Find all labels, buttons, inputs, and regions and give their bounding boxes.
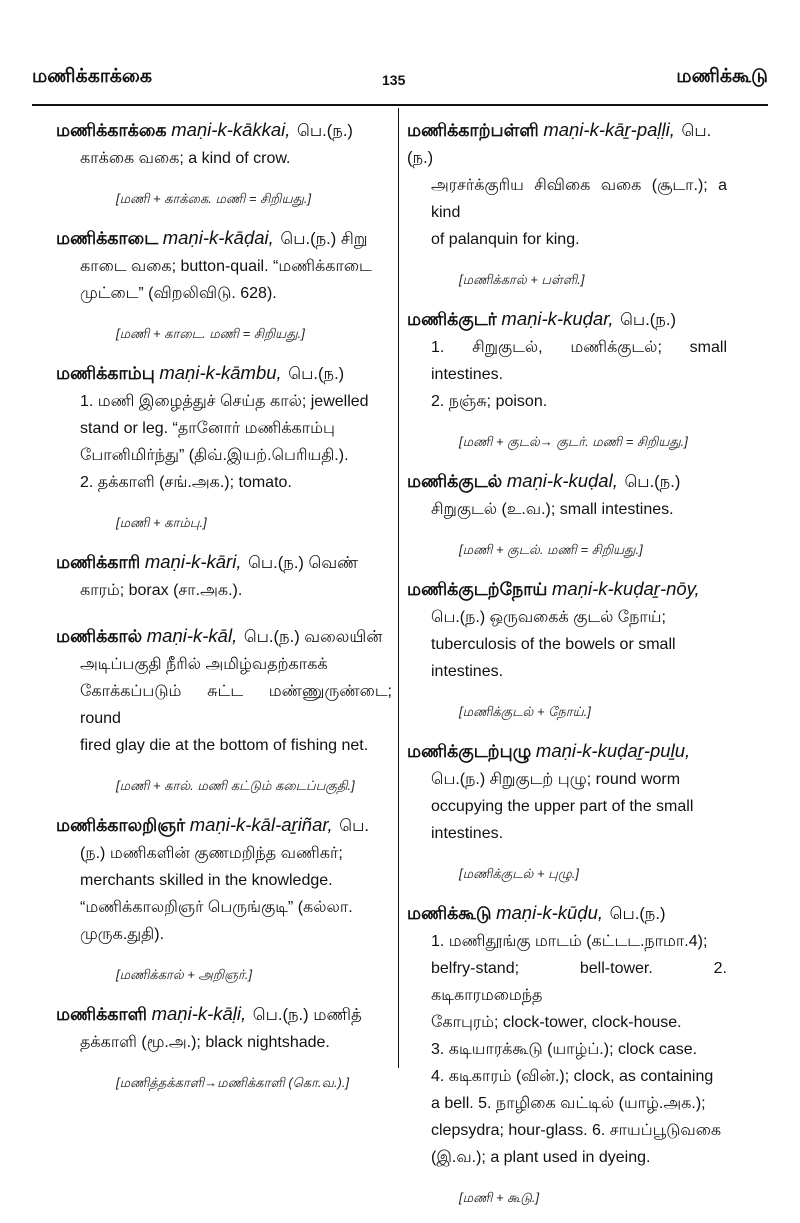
header-rule xyxy=(32,104,768,106)
dictionary-entry xyxy=(407,575,727,721)
dictionary-entry xyxy=(56,359,392,532)
page-number: 135 xyxy=(382,72,406,88)
part-of-speech: பெ.(ந.) xyxy=(609,905,666,923)
definition-line: முருக.துதி). xyxy=(80,926,165,943)
transliteration: maṇi-k-kākkai, xyxy=(171,119,291,140)
part-of-speech: பெ.(ந.) xyxy=(297,122,353,140)
definition-line: காக்கை வகை; a kind of crow. xyxy=(80,150,291,167)
part-of-speech: பெ.(ந.) xyxy=(620,311,676,329)
entry-headline xyxy=(56,116,392,145)
definition-line: 1. மணிதூங்கு மாடம் (கட்டட.நாமா.4); xyxy=(431,933,708,950)
part-of-speech: பெ.(ந.) மணித் xyxy=(252,1006,362,1024)
dictionary-entry xyxy=(56,224,392,343)
dictionary-entry xyxy=(407,116,727,289)
definition-line: முட்டை” (விறலிவிடு. 628). xyxy=(80,285,277,302)
definition-line: போனிமிர்ந்து” (திவ்.இயற்.பெரியதி.). xyxy=(80,447,349,464)
dictionary-entry xyxy=(56,548,392,604)
transliteration: maṇi-k-kuḍal, xyxy=(506,470,618,491)
definition-line: கோக்கப்படும் சுட்ட மண்ணுருண்டை; round xyxy=(80,683,392,727)
definition-line: (ந.) மணிகளின் குணமறிந்த வணிகர்; xyxy=(80,845,343,862)
transliteration: maṇi-k-kāḍai, xyxy=(162,227,274,248)
definition-line: சிறுகுடல் (உ.வ.); small intestines. xyxy=(431,501,674,518)
entry-headline xyxy=(56,622,392,651)
definition-line: அரசர்க்குரிய சிவிகை வகை (சூடா.); a kind xyxy=(431,177,727,221)
transliteration: maṇi-k-kāl, xyxy=(146,625,238,646)
definition-line: belfry-stand; bell-tower. 2. கடிகாரமமைந்த xyxy=(431,960,727,1004)
etymology: [மணி + குடல்→ குடர். மணி = சிறியது.] xyxy=(459,434,688,449)
entry-headline xyxy=(56,811,392,840)
entry-headline xyxy=(56,548,392,577)
headword: மணிக்காற்பள்ளி xyxy=(407,120,539,140)
part-of-speech: பெ.(ந.) வெண் xyxy=(248,554,359,572)
headword: மணிக்காரி xyxy=(56,552,141,572)
transliteration: maṇi-k-kāri, xyxy=(144,551,242,572)
etymology: [மணிக்கால் + அறிஞர்.] xyxy=(116,967,253,982)
running-head-left: மணிக்காக்கை xyxy=(32,66,153,87)
definition-line: 1. மணி இழைத்துச் செய்த கால்; jewelled xyxy=(80,393,369,410)
etymology: [மணிக்கால் + பள்ளி.] xyxy=(459,272,585,287)
definition-line: of palanquin for king. xyxy=(431,231,580,248)
headword: மணிக்காக்கை xyxy=(56,120,167,140)
definition-line: intestines. xyxy=(431,825,504,842)
definition-line: தக்காளி (மூ.அ.); black nightshade. xyxy=(80,1034,330,1051)
definition-line: காரம்; borax (சா.அக.). xyxy=(80,582,243,599)
definition-line: merchants skilled in the knowledge. xyxy=(80,872,333,889)
transliteration: maṇi-k-kūḍu, xyxy=(496,902,604,923)
entry-headline xyxy=(407,116,727,172)
entry-headline xyxy=(407,737,727,766)
part-of-speech: பெ.(ந.) xyxy=(624,473,681,491)
etymology: [மணி + கூடு.] xyxy=(459,1190,540,1205)
transliteration: maṇi-k-kuḍar, xyxy=(501,308,614,329)
headword: மணிக்காளி xyxy=(56,1004,147,1024)
dictionary-entry xyxy=(407,737,727,883)
definition-line: காடை வகை; button-quail. “மணிக்காடை xyxy=(80,258,372,275)
definition-line: a bell. 5. நாழிகை வட்டில் (யாழ்.அக.); xyxy=(431,1095,706,1112)
dictionary-entry xyxy=(407,467,727,559)
part-of-speech: பெ.(ந.) xyxy=(407,122,712,167)
definition-line: tuberculosis of the bowels or small xyxy=(431,636,676,653)
etymology: [மணிக்குடல் + நோய்.] xyxy=(459,704,591,719)
definition-line: கோபுரம்; clock-tower, clock-house. xyxy=(431,1014,682,1031)
headword: மணிக்கூடு xyxy=(407,903,492,923)
left-column xyxy=(56,116,392,1108)
entry-headline xyxy=(56,1000,392,1029)
definition-line: 2. தக்காளி (சங்.அக.); tomato. xyxy=(80,474,292,491)
definition-line: fired glay die at the bottom of fishing net. xyxy=(80,737,369,754)
transliteration: maṇi-k-kuḍaṟ-nōy, xyxy=(552,578,700,599)
definition-line: occupying the upper part of the small xyxy=(431,798,694,815)
dictionary-entry xyxy=(56,622,392,795)
definition-line: clepsydra; hour-glass. 6. சாயப்பூடுவகை xyxy=(431,1122,722,1139)
dictionary-entry xyxy=(407,899,727,1207)
etymology: [மணி + காடை. மணி = சிறியது.] xyxy=(116,326,305,341)
dictionary-entry xyxy=(56,116,392,208)
etymology: [மணித்தக்காளி→மணிக்காளி (கொ.வ.).] xyxy=(116,1075,350,1090)
etymology: [மணி + குடல். மணி = சிறியது.] xyxy=(459,542,643,557)
definition-line: அடிப்பகுதி நீரில் அமிழ்வதற்காகக் xyxy=(80,656,328,673)
transliteration: maṇi-k-kāmbu, xyxy=(159,362,282,383)
transliteration: maṇi-k-kāl-aṟiñar, xyxy=(189,814,333,835)
definition-line: 2. நஞ்சு; poison. xyxy=(431,393,548,410)
etymology: [மணி + கால். மணி கட்டும் கடைப்பகுதி.] xyxy=(116,778,355,793)
page-header xyxy=(32,66,768,100)
column-divider xyxy=(398,108,399,1068)
etymology: [மணி + காம்பு.] xyxy=(116,515,207,530)
dictionary-entry xyxy=(56,811,392,984)
definition-line: பெ.(ந.) ஒருவகைக் குடல் நோய்; xyxy=(431,609,666,626)
transliteration: maṇi-k-kāḷi, xyxy=(151,1003,247,1024)
entry-headline xyxy=(407,305,727,334)
definition-line: பெ.(ந.) சிறுகுடற் புழு; round worm xyxy=(431,771,681,788)
definition-line: “மணிக்காலறிஞர் பெருங்குடி” (கல்லா. xyxy=(80,899,353,916)
running-head-right: மணிக்கூடு xyxy=(676,66,768,87)
etymology: [மணிக்குடல் + புழு.] xyxy=(459,866,579,881)
part-of-speech: பெ.(ந.) சிறு xyxy=(280,230,368,248)
entry-headline xyxy=(56,224,392,253)
definition-line: (இ.வ.); a plant used in dyeing. xyxy=(431,1149,651,1166)
headword: மணிக்காடை xyxy=(56,228,159,248)
definition-line: stand or leg. “தானோர் மணிக்காம்பு xyxy=(80,420,335,437)
entry-headline xyxy=(407,575,727,604)
etymology: [மணி + காக்கை. மணி = சிறியது.] xyxy=(116,191,312,206)
part-of-speech: பெ.(ந.) xyxy=(288,365,345,383)
headword: மணிக்குடற்புழு xyxy=(407,741,532,761)
part-of-speech: பெ. xyxy=(339,817,369,835)
transliteration: maṇi-k-kuḍaṟ-puḻu, xyxy=(535,740,691,761)
definition-line: 1. சிறுகுடல், மணிக்குடல்; small intestines. xyxy=(431,339,727,383)
definition-line: 3. கடியாரக்கூடு (யாழ்ப்.); clock case. xyxy=(431,1041,698,1058)
definition-line: intestines. xyxy=(431,663,504,680)
headword: மணிக்காம்பு xyxy=(56,363,155,383)
dictionary-entry xyxy=(407,305,727,451)
headword: மணிக்குடல் xyxy=(407,471,503,491)
part-of-speech: பெ.(ந.) வலையின் xyxy=(243,628,383,646)
headword: மணிக்குடற்நோய் xyxy=(407,579,548,599)
right-column xyxy=(407,116,727,1223)
headword: மணிக்காலறிஞர் xyxy=(56,815,186,835)
dictionary-entry xyxy=(56,1000,392,1092)
definition-line: 4. கடிகாரம் (வின்.); clock, as containing xyxy=(431,1068,714,1085)
transliteration: maṇi-k-kāṟ-paḷḷi, xyxy=(543,119,675,140)
headword: மணிக்கால் xyxy=(56,626,143,646)
entry-headline xyxy=(56,359,392,388)
headword: மணிக்குடர் xyxy=(407,309,497,329)
entry-headline xyxy=(407,899,727,928)
entry-headline xyxy=(407,467,727,496)
